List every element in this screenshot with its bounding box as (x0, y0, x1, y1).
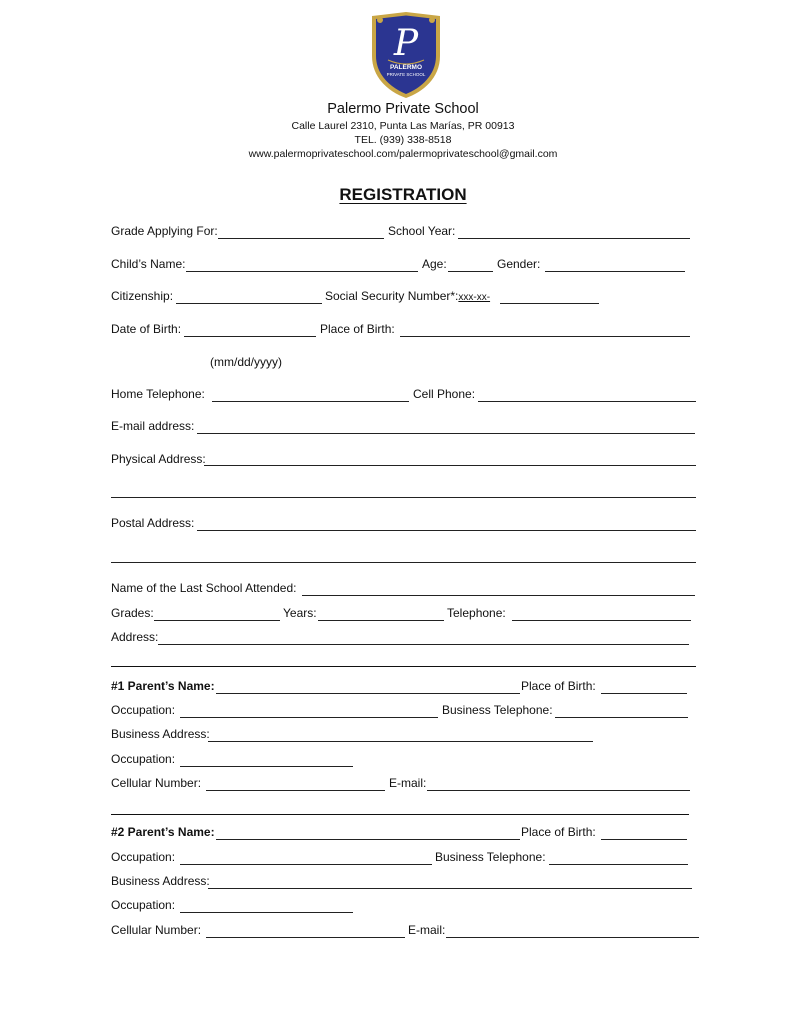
grades-label: Grades: (111, 606, 154, 620)
parent2-cellular-label: Cellular Number: (111, 923, 202, 937)
section-divider (111, 666, 696, 667)
parent1-name-field[interactable] (216, 693, 520, 694)
parent1-occupation-label: Occupation: (111, 703, 176, 717)
parent2-business-address-field[interactable] (208, 888, 692, 889)
ssn-label: Social Security Number*:xxx-xx- (325, 289, 491, 303)
dob-format-hint: (mm/dd/yyyy) (210, 355, 282, 369)
parent2-email-label: E-mail: (408, 923, 446, 937)
parent1-cellular-field[interactable] (206, 790, 385, 791)
parent1-occupation-2-label: Occupation: (111, 752, 176, 766)
postal-address-label: Postal Address: (111, 516, 195, 530)
parent1-occupation-field[interactable] (180, 717, 438, 718)
parent2-name-field[interactable] (216, 839, 520, 840)
age-label: Age: (422, 257, 447, 271)
date-of-birth-field[interactable] (184, 336, 316, 337)
parent1-place-of-birth-label: Place of Birth: (521, 679, 596, 693)
physical-address-field[interactable] (204, 465, 696, 466)
svg-text:PRIVATE SCHOOL: PRIVATE SCHOOL (386, 72, 426, 77)
last-school-telephone-label: Telephone: (447, 606, 506, 620)
parent1-business-telephone-field[interactable] (555, 717, 688, 718)
parent2-business-telephone-label: Business Telephone: (435, 850, 546, 864)
form-title: REGISTRATION (339, 185, 467, 204)
parent1-name-label: #1 Parent’s Name: (111, 679, 215, 693)
citizenship-label: Citizenship: (111, 289, 174, 303)
citizenship-field[interactable] (176, 303, 322, 304)
section-divider-2 (111, 814, 689, 815)
parent2-occupation-field[interactable] (180, 864, 432, 865)
age-field[interactable] (448, 271, 493, 272)
last-school-address-field[interactable] (158, 644, 689, 645)
postal-address-field-line-2[interactable] (111, 562, 696, 563)
parent2-place-of-birth-field[interactable] (601, 839, 687, 840)
school-name: Palermo Private School (327, 101, 479, 117)
parent1-place-of-birth-field[interactable] (601, 693, 687, 694)
parent2-business-address-label: Business Address: (111, 874, 210, 888)
last-school-telephone-field[interactable] (512, 620, 691, 621)
parent2-occupation-2-label: Occupation: (111, 898, 176, 912)
school-crest-logo (368, 10, 444, 100)
parent1-business-address-field[interactable] (208, 741, 593, 742)
parent1-email-field[interactable] (427, 790, 690, 791)
place-of-birth-label: Place of Birth: (320, 322, 395, 336)
school-year-label: School Year: (388, 224, 456, 238)
grade-applying-label: Grade Applying For: (111, 224, 218, 238)
email-address-label: E-mail address: (111, 419, 195, 433)
years-field[interactable] (318, 620, 444, 621)
parent2-name-label: #2 Parent’s Name: (111, 825, 215, 839)
parent1-cellular-label: Cellular Number: (111, 776, 202, 790)
svg-text:PALERMO: PALERMO (389, 64, 423, 71)
ssn-field[interactable] (500, 303, 599, 304)
gender-label: Gender: (497, 257, 541, 271)
home-telephone-field[interactable] (212, 401, 409, 402)
childs-name-label: Child’s Name: (111, 257, 186, 271)
parent2-cellular-field[interactable] (206, 937, 405, 938)
grades-field[interactable] (154, 620, 280, 621)
ssn-prefix: xxx-xx- (458, 292, 491, 303)
school-telephone: TEL. (939) 338-8518 (354, 134, 452, 146)
parent2-email-field[interactable] (446, 937, 699, 938)
parent2-occupation-label: Occupation: (111, 850, 176, 864)
physical-address-label: Physical Address: (111, 452, 206, 466)
parent1-business-telephone-label: Business Telephone: (442, 703, 553, 717)
cell-phone-label: Cell Phone: (413, 387, 476, 401)
email-address-field[interactable] (197, 433, 695, 434)
childs-name-field[interactable] (186, 271, 418, 272)
school-address: Calle Laurel 2310, Punta Las Marías, PR 00913 (291, 120, 515, 132)
grade-applying-field[interactable] (218, 238, 384, 239)
cell-phone-field[interactable] (478, 401, 696, 402)
physical-address-field-line-2[interactable] (111, 497, 696, 498)
parent1-email-label: E-mail: (389, 776, 427, 790)
parent2-place-of-birth-label: Place of Birth: (521, 825, 596, 839)
postal-address-field[interactable] (197, 530, 696, 531)
svg-text:P: P (393, 23, 419, 64)
gender-field[interactable] (545, 271, 685, 272)
last-school-address-label: Address: (111, 630, 159, 644)
years-label: Years: (283, 606, 317, 620)
school-web-email: www.palermoprivateschool.com/palermoprivateschool@gmail.com (248, 148, 558, 160)
place-of-birth-field[interactable] (400, 336, 690, 337)
last-school-field[interactable] (302, 595, 695, 596)
school-year-field[interactable] (458, 238, 690, 239)
date-of-birth-label: Date of Birth: (111, 322, 182, 336)
parent2-business-telephone-field[interactable] (549, 864, 688, 865)
parent2-occupation-2-field[interactable] (180, 912, 353, 913)
home-telephone-label: Home Telephone: (111, 387, 205, 401)
parent1-business-address-label: Business Address: (111, 727, 210, 741)
parent1-occupation-2-field[interactable] (180, 766, 353, 767)
last-school-label: Name of the Last School Attended: (111, 581, 297, 595)
